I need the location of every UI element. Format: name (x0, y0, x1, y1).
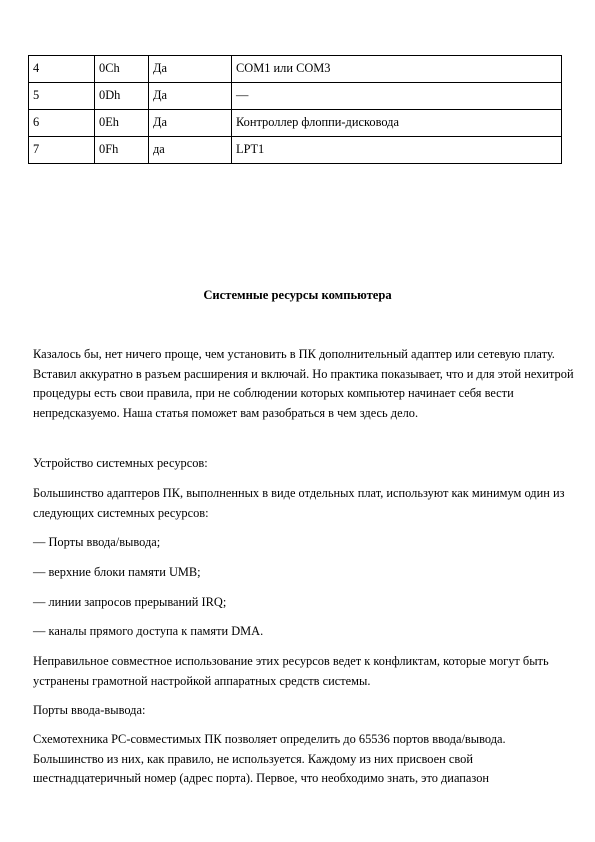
table-cell-available: Да (149, 110, 232, 137)
list-item-irq: — линии запросов прерываний IRQ; (33, 595, 227, 609)
paragraph-intro: Казалось бы, нет ничего проще, чем установить в ПК дополнительный адаптер или сетевую плату. Вставил аккуратно в разъем расширения и включай. Но практика показывает, что и для этой нехитрой процедуры есть свои правила, при не соблюдении которых компьютер начинает себя вести непредсказуемо. Наша статья поможет вам разобраться в чем здесь дело. (33, 347, 574, 420)
table-cell-available: Да (149, 83, 232, 110)
table-cell-device: LPT1 (232, 137, 562, 164)
table-cell-device: Контроллер флоппи-дисковода (232, 110, 562, 137)
table-cell-device: — (232, 83, 562, 110)
table-cell-vector: 0Fh (95, 137, 149, 164)
table-cell-device: COM1 или COM3 (232, 56, 562, 83)
list-item-dma: — каналы прямого доступа к памяти DMA. (33, 624, 264, 638)
table-cell-available: Да (149, 56, 232, 83)
table-row (29, 137, 562, 164)
table-cell-available: да (149, 137, 232, 164)
paragraph-ports: Схемотехника PC-совместимых ПК позволяет определить до 65536 портов ввода/вывода. Большинство из них, как правило, не используется. Каждому из них присвоен свой шестнадцатеричный номер (адрес порта). Первое, что необходимо знать, это диапазон (33, 732, 506, 786)
list-item-umb: — верхние блоки памяти UMB; (33, 565, 201, 579)
table-cell-irq: 6 (29, 110, 95, 137)
table-cell-vector: 0Eh (95, 110, 149, 137)
paragraph-heading-resources: Устройство системных ресурсов: (33, 456, 208, 470)
table-cell-irq: 7 (29, 137, 95, 164)
table-row (29, 83, 562, 110)
paragraph-conflicts: Неправильное совместное использование этих ресурсов ведет к конфликтам, которые могут быть устранены грамотной настройкой аппаратных средств системы. (33, 654, 549, 688)
table-row (29, 56, 562, 83)
table-cell-vector: 0Dh (95, 83, 149, 110)
table-cell-irq: 5 (29, 83, 95, 110)
paragraph-heading-ports: Порты ввода-вывода: (33, 703, 146, 717)
document-title: Системные ресурсы компьютера (203, 288, 392, 302)
table-cell-vector: 0Ch (95, 56, 149, 83)
table-row (29, 110, 562, 137)
table-cell-irq: 4 (29, 56, 95, 83)
irq-table (28, 55, 562, 164)
list-item-io-ports: — Порты ввода/вывода; (33, 535, 161, 549)
paragraph-adapters: Большинство адаптеров ПК, выполненных в виде отдельных плат, используют как минимум один из следующих системных ресурсов: (33, 486, 565, 520)
